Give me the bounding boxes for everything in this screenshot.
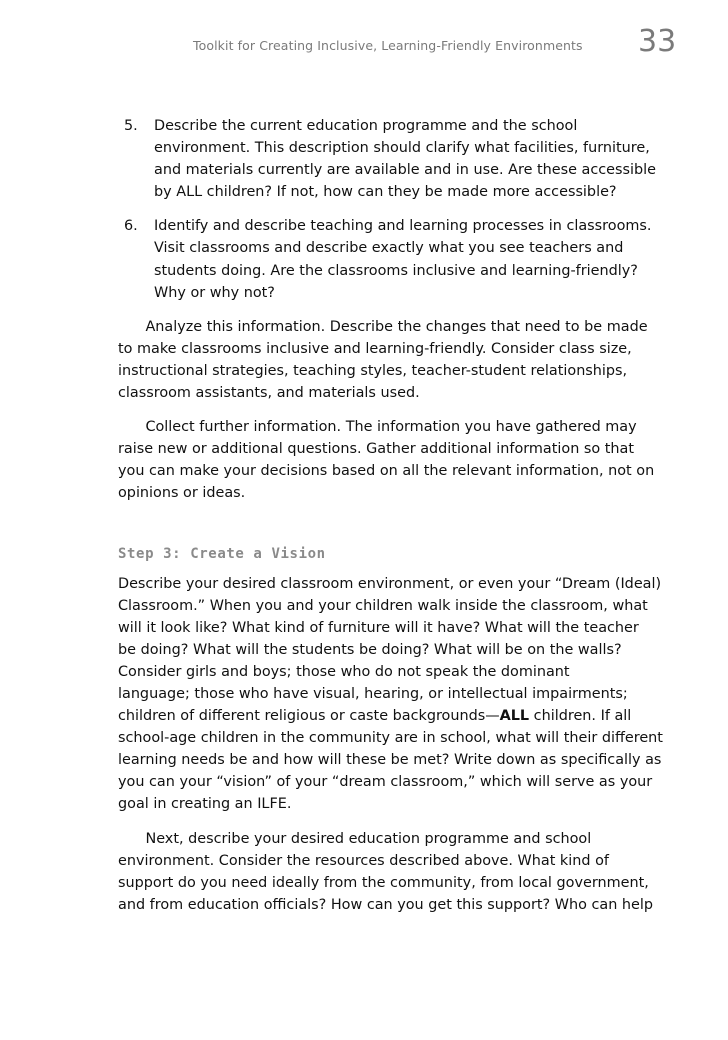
text-line: Why or why not? [154, 284, 275, 301]
emphasis-all: ALL [499, 708, 530, 725]
text-fragment: children. If all [529, 708, 632, 725]
text-line: to make classrooms inclusive and learning-friendly. Consider class size, [118, 340, 632, 357]
text-line: you can your “vision” of your “dream classroom,” which will serve as your [118, 774, 653, 791]
text-line: and materials currently are available and in use. Are these accessible [154, 162, 657, 179]
text-line-emphasis [118, 705, 683, 727]
text-line: you can make your decisions based on all the relevant information, not on [118, 463, 655, 480]
paragraph-collect [118, 416, 683, 504]
text-line: by ALL children? If not, how can they be made more accessible? [154, 184, 617, 201]
text-line: Identify and describe teaching and learning processes in classrooms. [154, 218, 652, 235]
text-fragment: children of different religious or caste backgrounds— [118, 708, 500, 725]
list-item-6 [118, 215, 683, 303]
text-line: classroom assistants, and materials used. [118, 385, 420, 402]
text-line: environment. Consider the resources described above. What kind of [118, 852, 609, 869]
text-line: be doing? What will the students be doing? What will be on the walls? [118, 641, 622, 658]
paragraph-next [118, 828, 683, 916]
page-content [118, 115, 683, 928]
text-line: Analyze this information. Describe the changes that need to be made [118, 318, 648, 335]
section-heading: Step 3: Create a Vision [118, 545, 326, 562]
text-line: will it look like? What kind of furniture will it have? What will the teacher [118, 619, 639, 636]
text-line: language; those who have visual, hearing, or intellectual impairments; [118, 685, 628, 702]
text-line: environment. This description should clarify what facilities, furniture, [154, 140, 650, 157]
text-line: Describe the current education programme and the school [154, 118, 578, 134]
text-line: students doing. Are the classrooms inclusive and learning-friendly? [154, 262, 638, 279]
text-line: raise new or additional questions. Gather additional information so that [118, 441, 634, 458]
text-line: Consider girls and boys; those who do not speak the dominant [118, 663, 570, 680]
text-line: learning needs be and how will these be met? Write down as specifically as [118, 752, 662, 769]
running-header: Toolkit for Creating Inclusive, Learning-Friendly Environments [193, 38, 583, 53]
text-line: Describe your desired classroom environment, or even your “Dream (Ideal) [118, 575, 662, 592]
text-line: Classroom.” When you and your children walk inside the classroom, what [118, 597, 648, 614]
text-line: support do you need ideally from the community, from local government, [118, 874, 649, 891]
text-line: and from education officials? How can you get this support? Who can help [118, 896, 654, 913]
text-line: Next, describe your desired education programme and school [118, 830, 592, 847]
page-number: 33 [638, 24, 677, 59]
text-line: opinions or ideas. [118, 485, 246, 502]
text-line: goal in creating an ILFE. [118, 796, 292, 813]
list-number: 6. [124, 218, 138, 235]
text-line: Collect further information. The information you have gathered may [118, 419, 637, 436]
text-line: Visit classrooms and describe exactly what you see teachers and [154, 240, 624, 257]
list-number: 5. [124, 118, 138, 134]
list-item-5 [118, 115, 683, 203]
paragraph-vision [118, 573, 683, 816]
paragraph-analyze [118, 316, 683, 404]
text-line: instructional strategies, teaching styles, teacher-student relationships, [118, 362, 628, 379]
text-line: school-age children in the community are in school, what will their different [118, 730, 663, 747]
